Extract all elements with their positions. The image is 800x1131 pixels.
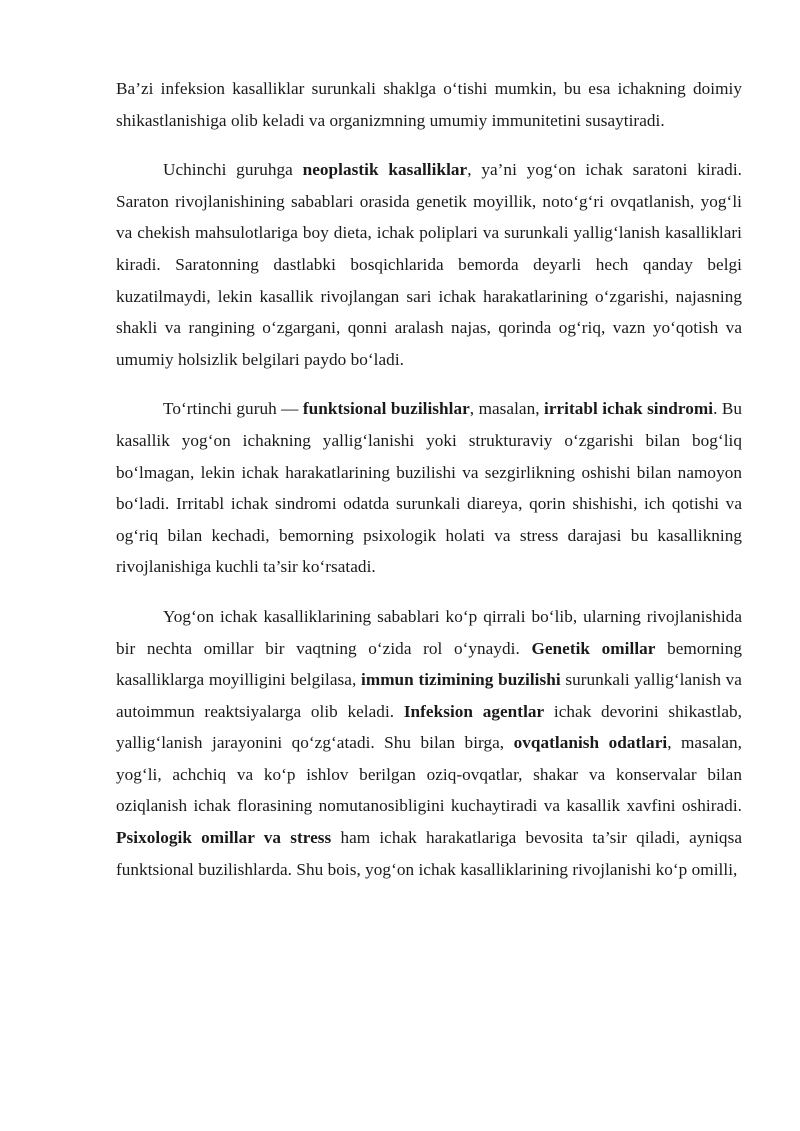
paragraph-3-text-1: To‘rtinchi guruh — [163,399,303,419]
bold-term-ibs: irritabl ichak sindromi [544,399,714,419]
paragraph-3-text-2: , masalan, [469,399,544,419]
paragraph-2 [116,154,742,375]
paragraph-1-text: Ba’zi infeksion kasalliklar surunkali shaklga o‘tishi mumkin, bu esa ichakning doimiy shikastlanishiga olib keladi va organizmning umumiy immunitetini susaytiradi. [116,79,742,130]
paragraph-4-text-2: bemorning kasalliklarga moyilligini belgilasa, [116,638,743,690]
paragraph-3-text-3: . Bu kasallik yog‘on ichakning yallig‘lanishi yoki strukturaviy o‘zgarishi bilan bog‘liq bo‘lmagan, lekin ichak harakatlarining buzilishi va sezgirlikning oshishi bilan namoyon bo‘ladi. Irritabl ichak sindromi odatda surunkali diareya, qorin shishishi, ich qotishi va og‘riq bilan kechadi, bemorning psixologik holati va stress darajasi bu kasallikning rivojlanishiga kuchli ta’sir ko‘rsatadi. [116,399,742,577]
bold-term-functional: funktsional buzilishlar [302,399,470,419]
paragraph-1 [116,73,742,136]
bold-term-immune: immun tizimining buzilishi [361,670,561,690]
paragraph-2-text-1: Uchinchi guruhga [163,160,303,180]
paragraph-4-text-1: Yog‘on ichak kasalliklarining sabablari ko‘p qirrali bo‘lib, ularning rivojlanishida bir nechta omillar bir vaqtning o‘zida rol o‘ynaydi. [116,606,742,658]
bold-term-nutrition: ovqatlanish odatlari [513,733,668,753]
bold-term-genetic: Genetik omillar [531,638,656,658]
paragraph-4 [116,601,742,885]
paragraph-4-text-3: surunkali yallig‘lanish va autoimmun reaktsiyalarga olib keladi. [116,670,742,721]
bold-term-neoplastic: neoplastik kasalliklar [302,160,468,180]
paragraph-4-text-6: ham ichak harakatlariga bevosita ta’sir qiladi, ayniqsa funktsional buzilishlarda. Shu bois, yog‘on ichak kasalliklarining rivojlanishi ko‘p omilli, [116,828,742,879]
document-page [116,73,742,885]
bold-term-infectious: Infeksion agentlar [403,701,545,721]
paragraph-4-text-5: , masalan, yog‘li, achchiq va ko‘p ishlov berilgan oziq-ovqatlar, shakar va konservalar bilan oziqlanish ichak florasining nomutanosibligini kuchaytiradi va kasallik xavfini oshiradi. [116,733,742,816]
bold-term-psychological: Psixologik omillar va stress [116,828,332,848]
paragraph-2-text-2: , ya’ni yog‘on ichak saratoni kiradi. Saraton rivojlanishining sabablari orasida genetik moyillik, noto‘g‘ri ovqatlanish, yog‘li va chekish mahsulotlariga boy dieta, ichak poliplari va surunkali yallig‘lanish kasalliklari kiradi. Saratonning dastlabki bosqichlarida bemorda deyarli hech qanday belgi kuzatilmaydi, lekin kasallik rivojlangan sari ichak harakatlarining o‘zgarishi, najasning shakli va rangining o‘zgargani, qonni aralash najas, qorinda og‘riq, vazn yo‘qotish va umumiy holsizlik belgilari paydo bo‘ladi. [116,160,742,369]
paragraph-4-text-4: ichak devorini shikastlab, yallig‘lanish jarayonini qo‘zg‘atadi. Shu bilan birga, [116,701,742,753]
paragraph-3 [116,393,742,583]
